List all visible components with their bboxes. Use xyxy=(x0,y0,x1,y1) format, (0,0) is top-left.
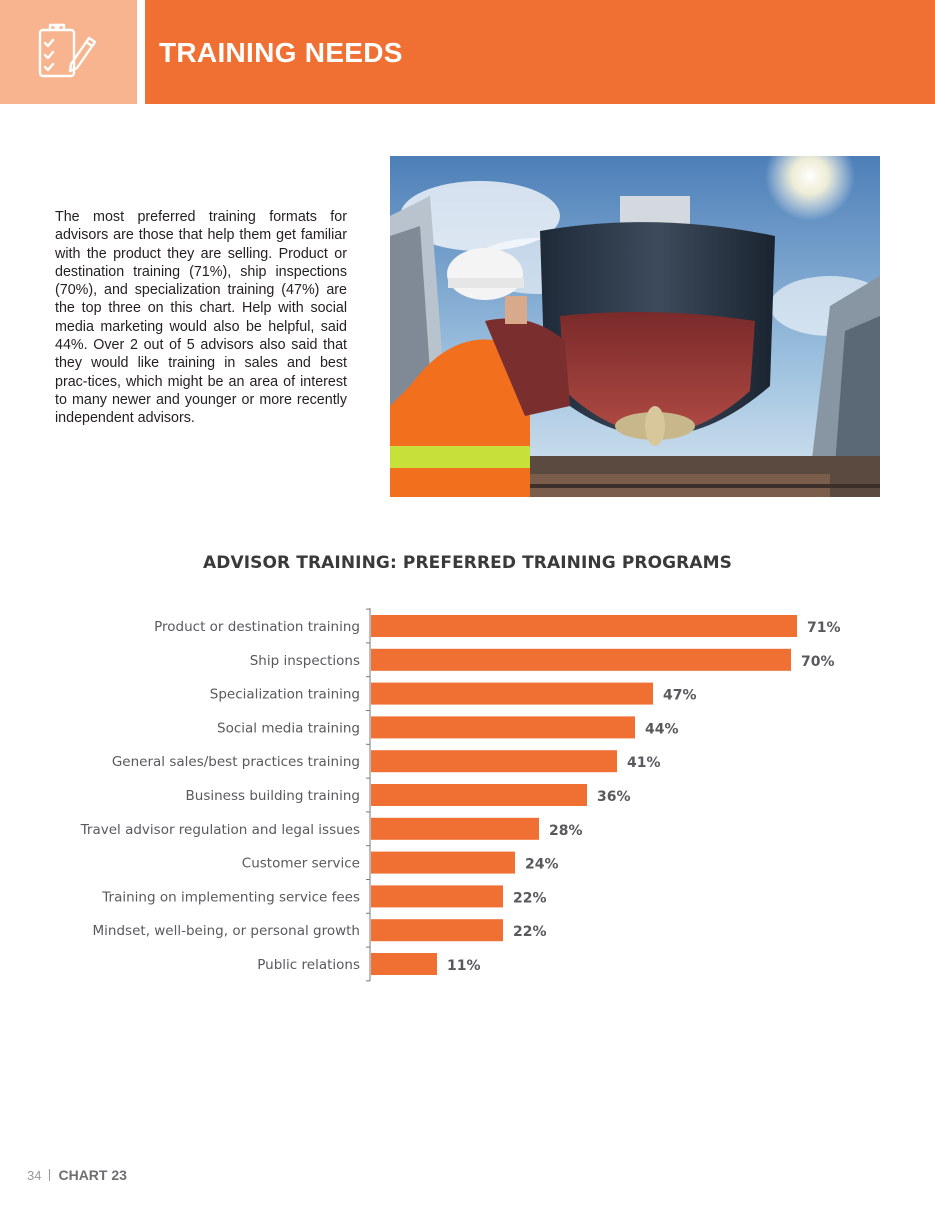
bar xyxy=(371,750,617,772)
clipboard-checklist-icon xyxy=(34,20,98,84)
bar-chart xyxy=(0,600,935,1000)
bar xyxy=(371,919,503,941)
category-label: Mindset, well-being, or personal growth xyxy=(92,923,360,940)
category-label: Public relations xyxy=(257,957,360,973)
value-label: 71% xyxy=(807,620,841,636)
page-number: 34 xyxy=(27,1168,42,1183)
bar xyxy=(371,615,797,637)
value-label: 36% xyxy=(597,789,631,805)
bar xyxy=(371,649,791,671)
bar xyxy=(371,784,587,806)
bar xyxy=(371,683,653,705)
category-label: Specialization training xyxy=(209,686,360,703)
value-label: 41% xyxy=(627,755,661,772)
value-label: 47% xyxy=(663,687,697,704)
value-label: 24% xyxy=(525,856,559,873)
category-label: General sales/best practices training xyxy=(111,754,360,771)
chart-number-label: CHART 23 xyxy=(58,1167,127,1183)
page-footer xyxy=(27,1167,127,1183)
value-label: 28% xyxy=(549,822,583,839)
value-label: 22% xyxy=(513,924,547,941)
page-title: TRAINING NEEDS xyxy=(159,37,403,68)
value-label: 44% xyxy=(645,721,679,738)
bar xyxy=(371,885,503,907)
value-label: 22% xyxy=(513,890,547,907)
category-label: Travel advisor regulation and legal issues xyxy=(80,821,360,838)
header-icon-box xyxy=(0,0,137,104)
intro-paragraph: The most preferred training formats for advisors are those that help them get familiar with the product they are selling. Product or destination training (71%), ship inspections (70%), and specialization training (47%) are the top three on this chart. Help with social media marketing would also be helpful, said 44%. Over 2 out of 5 advisors also said that they would like training in sales and best prac-tices, which might be an area of interest to many newer and younger or more recently independent advisors. xyxy=(55,209,347,427)
category-label: Business building training xyxy=(185,788,360,804)
ship-drydock-photo xyxy=(390,156,880,497)
category-label: Ship inspections xyxy=(249,652,360,669)
category-label: Training on implementing service fees xyxy=(102,889,360,906)
chart-title: ADVISOR TRAINING: PREFERRED TRAINING PROGRAMS xyxy=(203,553,732,573)
category-label: Social media training xyxy=(217,720,360,737)
category-label: Customer service xyxy=(241,855,360,872)
value-label: 70% xyxy=(801,653,835,670)
header-bar xyxy=(145,0,935,104)
category-label: Product or destination training xyxy=(154,619,360,635)
value-label: 11% xyxy=(447,958,481,974)
footer-separator xyxy=(49,1169,50,1181)
bar xyxy=(371,716,635,738)
bar xyxy=(371,852,515,874)
bar xyxy=(371,818,539,840)
bar xyxy=(371,953,437,975)
